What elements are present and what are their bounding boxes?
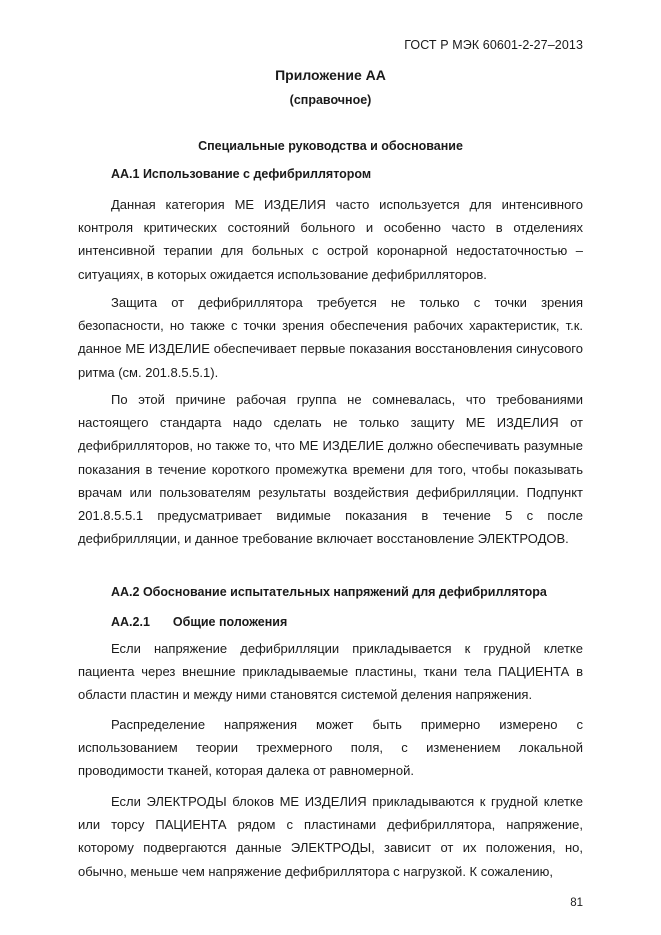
section-aa1-body	[78, 291, 583, 384]
section-heading-aa1: АА.1 Использование с дефибриллятором	[111, 167, 372, 181]
standard-header: ГОСТ Р МЭК 60601-2-27–2013	[404, 38, 583, 52]
paragraph: По этой причине рабочая группа не сомневалась, что требованиями настоящего стандарта надо сделать не только защиту МЕ ИЗДЕЛИЯ от дефибрилляторов, но также то, что МЕ ИЗДЕЛИЕ должно обеспечивать разумные показания в течение короткого промежутка времени для того, чтобы показывать врачам или пользователям результаты воздействия дефибрилляции. Подпункт 201.8.5.5.1 предусматривает видимые показания в течение 5 с после дефибрилляции, и данное требование включает восстановление ЭЛЕКТРОДОВ.	[78, 392, 583, 547]
section-aa1-body	[78, 388, 583, 550]
paragraph: Если ЭЛЕКТРОДЫ блоков МЕ ИЗДЕЛИЯ прикладываются к грудной клетке или торсу ПАЦИЕНТА рядом с пластинами дефибриллятора, напряжение, которому подвергаются данные ЭЛЕКТРОДЫ, зависит от их положения, но, обычно, меньше чем напряжение дефибриллятора с нагрузкой. К сожалению,	[78, 794, 583, 879]
paragraph: Данная категория МЕ ИЗДЕЛИЯ часто используется для интенсивного контроля критических состояний больного и особенно часто в отделениях интенсивной терапии для больных с острой коронарной недостаточностью – ситуациях, в которых ожидается использование дефибрилляторов.	[78, 197, 583, 282]
annex-subtitle: (справочное)	[289, 93, 372, 107]
page-number: 81	[570, 897, 583, 909]
annex-heading: Специальные руководства и обоснование	[198, 139, 463, 153]
paragraph: Защита от дефибриллятора требуется не только с точки зрения безопасности, но также с точки зрения обеспечения рабочих характеристик, т.к. данное МЕ ИЗДЕЛИЕ обеспечивает первые показания восстановления синусового ритма (см. 201.8.5.5.1).	[78, 295, 583, 380]
section-aa2-body	[78, 713, 583, 783]
subsection-number: АА.2.1	[111, 615, 150, 629]
paragraph: Если напряжение дефибрилляции прикладывается к грудной клетке пациента через внешние прикладываемые пластины, ткани тела ПАЦИЕНТА в области пластин и между ними становятся системой деления напряжения.	[78, 641, 583, 703]
annex-title: Приложение АА	[275, 67, 386, 83]
section-aa1-body	[78, 193, 583, 286]
paragraph: Распределение напряжения может быть примерно измерено с использованием теории трехмерного поля, с изменением локальной проводимости тканей, которая далека от равномерной.	[78, 717, 583, 779]
section-heading-aa2: АА.2 Обоснование испытательных напряжений для дефибриллятора	[111, 585, 547, 599]
subsection-heading-aa21	[111, 615, 287, 629]
section-aa2-body	[78, 790, 583, 883]
section-aa2-body	[78, 637, 583, 707]
subsection-title: Общие положения	[172, 615, 288, 629]
